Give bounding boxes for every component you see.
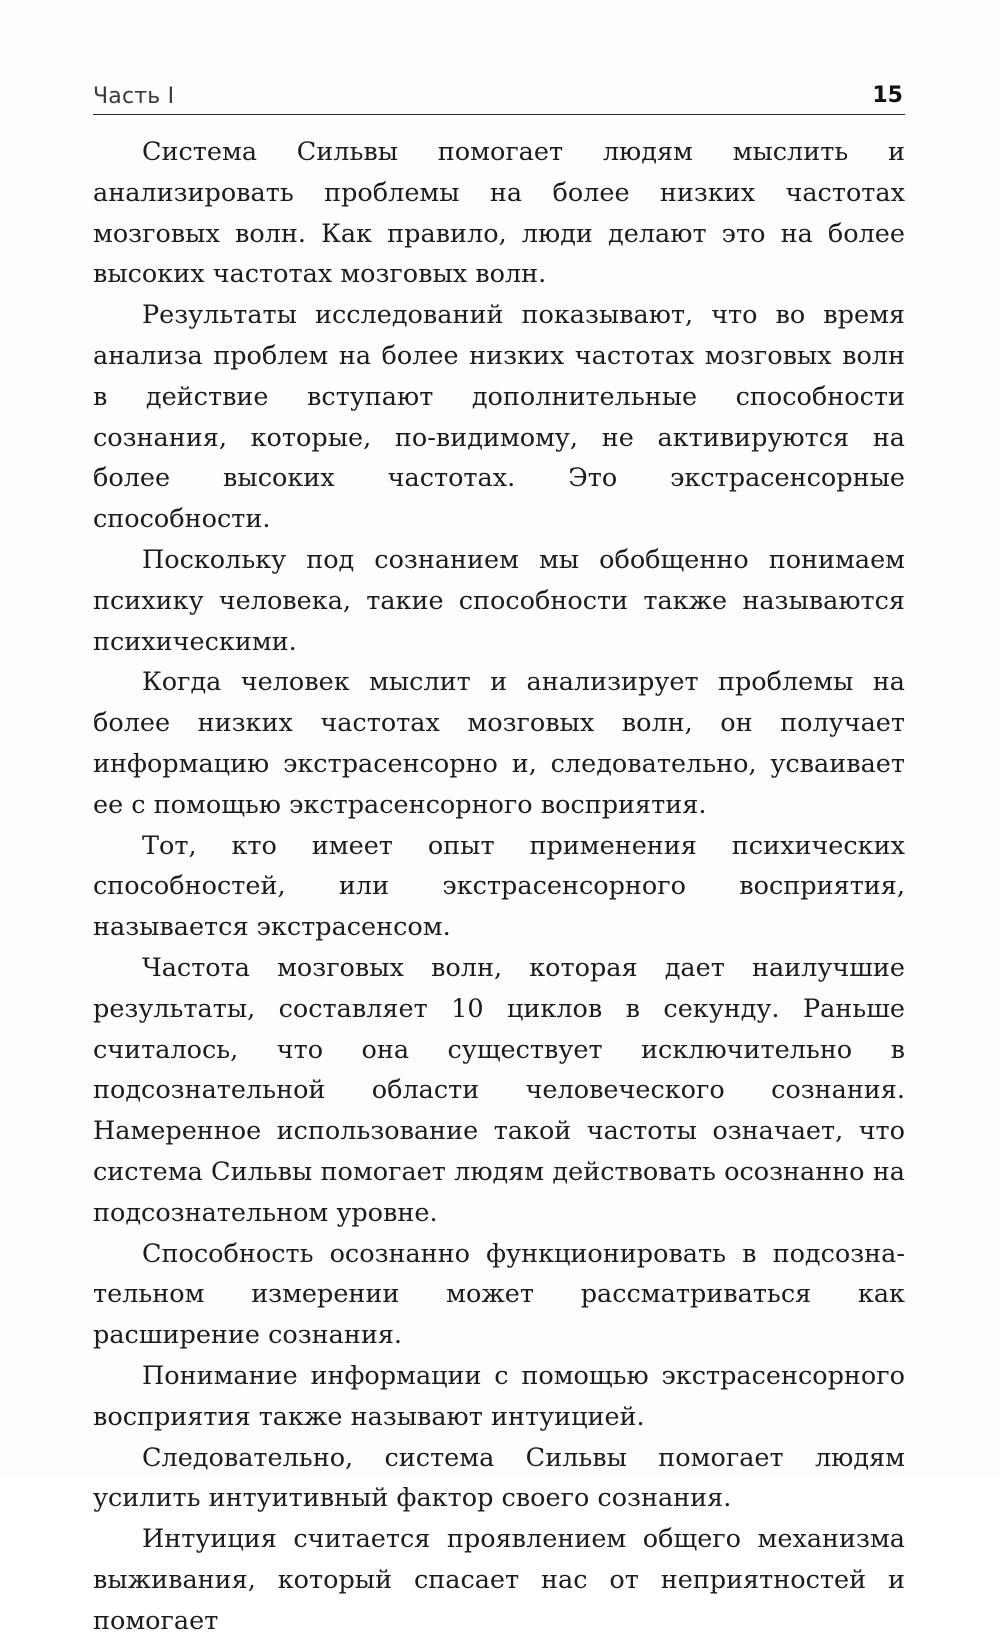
paragraph: Интуиция считается проявлением общего механизма выживания, который спасает нас от неприятностей и помогает (93, 1524, 905, 1636)
paragraph: Частота мозговых волн, которая дает наилучшие результаты, составляет 10 циклов в секунду. Раньше считалось, что она существует исключительно в подсознательной области человеческого сознания. Намеренное использование такой частоты означает, что система Сильвы помогает людям действовать осознанно на подсознательном уровне. (93, 952, 905, 1228)
paragraph: Способность осознанно функционировать в подсознательном измерении может рассматриваться как расширение сознания. (93, 1238, 905, 1351)
body-text (93, 132, 905, 1641)
paragraph: Тот, кто имеет опыт применения психических способностей, или экстрасенсорного восприятия, называется экстрасенсом. (93, 830, 905, 943)
paragraph: Система Сильвы помогает людям мыслить и анализировать проблемы на более низких частотах мозговых волн. Как правило, люди делают это на более высоких частотах мозговых волн. (93, 137, 905, 290)
paragraph: Следовательно, система Сильвы помогает людям усилить интуитивный фактор своего сознания. (93, 1442, 905, 1514)
paragraph: Понимание информации с помощью экстрасенсорного восприятия также называют интуицией. (93, 1360, 905, 1432)
section-title: Часть I (93, 84, 175, 109)
running-header (93, 80, 905, 115)
paragraph: Результаты исследований показывают, что во время анализа проблем на более низких частотах мозговых волн в действие вступают дополнительные способности сознания, которые, по-видимому, не активируются на более высоких частотах. Это экстрасенсорные способности. (93, 300, 905, 535)
paragraph: Когда человек мыслит и анализирует проблемы на более низких частотах мозговых волн, он получает информацию экстрасенсорно и, следовательно, усваивает ее с помощью экстрасенсорного восприятия. (93, 667, 905, 820)
page-number: 15 (872, 83, 903, 108)
paragraph: Поскольку под сознанием мы обобщенно понимаем психику человека, такие способности также называются психическими. (93, 544, 905, 657)
